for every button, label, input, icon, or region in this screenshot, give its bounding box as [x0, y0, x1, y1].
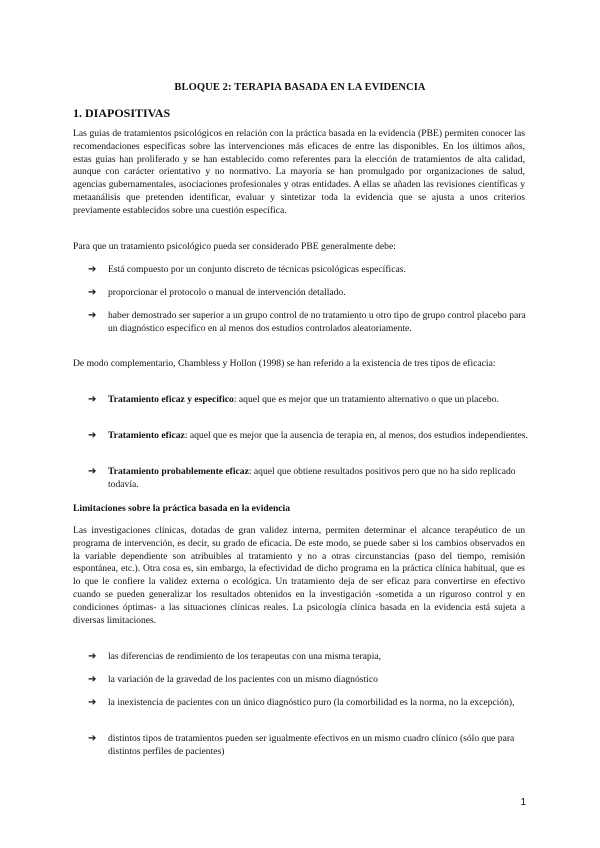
term-definition: : aquel que es mejor que un tratamiento alternativo o que un placebo. [233, 394, 499, 405]
list-item [88, 697, 528, 710]
page-number: 1 [520, 797, 526, 808]
arrow-bullet-icon: ➔ [88, 697, 97, 708]
list-item [88, 310, 528, 336]
arrow-bullet-icon: ➔ [88, 310, 97, 321]
list-item-text: la variación de la gravedad de los pacientes con un mismo diagnóstico [108, 674, 378, 685]
list-item-text: la inexistencia de pacientes con un único diagnóstico puro (la comorbilidad es la norma, no la excepción), [108, 697, 515, 708]
term-label: Tratamiento eficaz y específico [108, 394, 234, 405]
list-item-text: las diferencias de rendimiento de los terapeutas con una misma terapia, [108, 651, 382, 662]
paragraph-pbe-requisitos: Para que un tratamiento psicológico pueda ser considerado PBE generalmente debe: [73, 241, 396, 252]
term-definition: : aquel que es mejor que la ausencia de terapia en, al menos, dos estudios independientes. [184, 430, 528, 441]
list-item-text: distintos tipos de tratamientos pueden ser igualmente efectivos en un mismo cuadro clínico (sólo que para distintos perfiles de pacientes) [108, 733, 515, 757]
term-label: Tratamiento eficaz [108, 430, 185, 441]
list-item [88, 674, 528, 687]
term-label: Tratamiento probablemente eficaz [108, 466, 249, 477]
paragraph-limitaciones: Las investigaciones clínicas, dotadas de gran validez interna, permiten determinar el alcance terapéutico de un programa de intervención, es decir, su grado de eficacia. De este modo, se puede saber si los cambios observados en la variable dependiente son atribuibles al tratamiento y no a otras circunstancias (paso del tiempo, remisión espontánea, etc.). Otra cosa es, sin embargo, la efectividad de dicho programa en la práctica clínica habitual, que es lo que le confiere la validez externa o ecológica. Un tratamiento deja de ser eficaz para convertirse en efectivo cuando se pueden generalizar los resultados obtenidos en la investigación -sometida a un riguroso control y en condiciones óptimas- a las situaciones clínicas reales. La psicología clínica basada en la evidencia está sujeta a diversas limitaciones. [73, 525, 525, 626]
paragraph-tipos-eficacia: De modo complementario, Chambless y Hollon (1998) se han referido a la existencia de tres tipos de eficacia: [73, 358, 496, 369]
arrow-bullet-icon: ➔ [88, 674, 97, 685]
list-item-text: haber demostrado ser superior a un grupo control de no tratamiento u otro tipo de grupo control placebo para un diagnóstico específico en al menos dos estudios controlados aleatoriamente. [108, 310, 526, 334]
list-item [88, 430, 528, 443]
list-item [88, 733, 528, 759]
section-heading-diapositivas: 1. DIAPOSITIVAS [73, 106, 171, 120]
list-item [88, 651, 528, 664]
arrow-bullet-icon: ➔ [88, 287, 97, 298]
arrow-bullet-icon: ➔ [88, 264, 97, 275]
list-item [88, 287, 528, 300]
list-item-text: Está compuesto por un conjunto discreto de técnicas psicológicas específicas. [108, 264, 406, 275]
list-item [88, 466, 528, 492]
section-heading-limitaciones: Limitaciones sobre la práctica basada en la evidencia [73, 503, 291, 514]
arrow-bullet-icon: ➔ [88, 733, 97, 744]
term-definition: : aquel que obtiene resultados positivos pero que no ha sido replicado todavía. [108, 466, 516, 490]
list-item-text: proporcionar el protocolo o manual de intervención detallado. [108, 287, 346, 298]
document-title: BLOQUE 2: TERAPIA BASADA EN LA EVIDENCIA [174, 82, 426, 93]
arrow-bullet-icon: ➔ [88, 394, 97, 405]
list-item [88, 394, 528, 407]
arrow-bullet-icon: ➔ [88, 466, 97, 477]
arrow-bullet-icon: ➔ [88, 430, 97, 441]
list-item [88, 264, 528, 277]
paragraph-guias: Las guías de tratamientos psicológicos en relación con la práctica basada en la evidencia (PBE) permiten conocer las recomendaciones específicas sobre las intervenciones más eficaces de entre las disponibles. En los últimos años, estas guías han proliferado y se han establecido como referentes para la elección de tratamientos de alta calidad, aunque con carácter orientativo y no normativo. La mayoría se han promulgado por organizaciones de salud, agencias gubernamentales, asociaciones profesionales y otras entidades. A ellas se añaden las revisiones científicas y metaanálisis que pretenden identificar, evaluar y sintetizar toda la evidencia que se ajusta a unos criterios previamente establecidos sobre una cuestión específica. [73, 128, 525, 216]
arrow-bullet-icon: ➔ [88, 651, 97, 662]
